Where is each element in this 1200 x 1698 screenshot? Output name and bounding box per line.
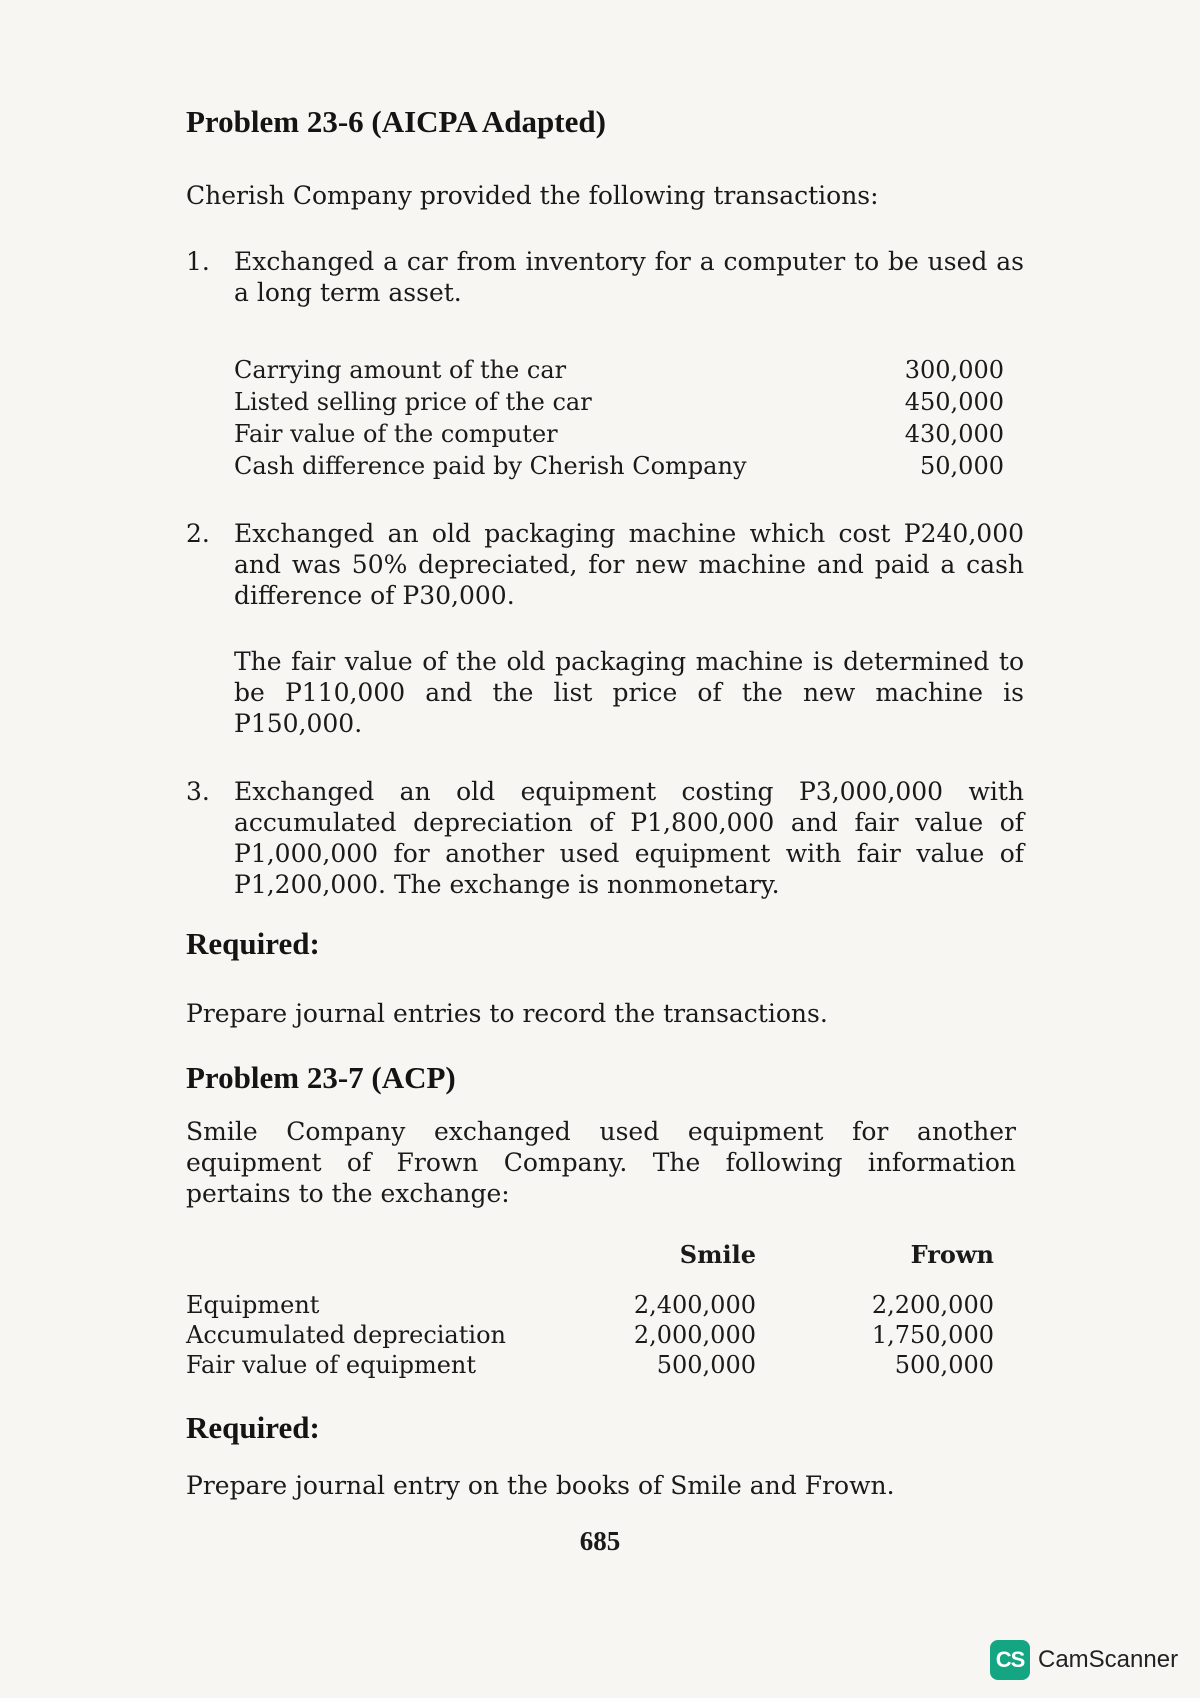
camscanner-logo-icon: CS — [990, 1640, 1030, 1680]
detail-row — [234, 354, 1004, 386]
item-2-number: 2. — [186, 519, 210, 548]
frown-value: 1,750,000 — [871, 1321, 994, 1349]
item-3-number: 3. — [186, 777, 210, 806]
smile-value: 500,000 — [656, 1351, 756, 1379]
detail-value: 430,000 — [904, 420, 1004, 448]
detail-label: Cash difference paid by Cherish Company — [234, 452, 747, 480]
detail-label: Carrying amount of the car — [234, 356, 567, 384]
smile-value: 2,000,000 — [633, 1321, 756, 1349]
frown-value: 2,200,000 — [871, 1291, 994, 1319]
detail-value: 50,000 — [920, 452, 1004, 480]
problem-23-6-required-text: Prepare journal entries to record the transactions. — [186, 999, 828, 1028]
detail-value: 300,000 — [904, 356, 1004, 384]
problem-23-6-heading: Problem 23-6 (AICPA Adapted) — [186, 104, 606, 139]
item-1-number: 1. — [186, 247, 210, 276]
item-1-text: Exchanged a car from inventory for a computer to be used as a long term asset. — [234, 247, 1024, 307]
problem-23-7-required-text: Prepare journal entry on the books of Smile and Frown. — [186, 1471, 895, 1500]
problem-23-7-heading: Problem 23-7 (ACP) — [186, 1060, 456, 1095]
camscanner-name: CamScanner — [1038, 1646, 1179, 1673]
smile-value: 2,400,000 — [633, 1291, 756, 1319]
detail-value: 450,000 — [904, 388, 1004, 416]
table-row — [186, 1350, 1006, 1380]
row-label: Fair value of equipment — [186, 1351, 477, 1379]
item-3-text: Exchanged an old equipment costing P3,000,000 with accumulated depreciation of P1,800,000 and fair value of P1,000,000 for another used equipment with fair value of P1,200,000. The exchange is nonmonetary. — [234, 777, 1024, 899]
detail-label: Listed selling price of the car — [234, 388, 592, 416]
detail-row — [234, 450, 1004, 482]
table-row — [186, 1290, 1006, 1320]
problem-23-6-required-label: Required: — [186, 926, 320, 961]
item-2-text: Exchanged an old packaging machine which cost P240,000 and was 50% depreciated, for new machine and paid a cash difference of P30,000. — [234, 519, 1024, 610]
table-row — [186, 1320, 1006, 1350]
problem-23-7-intro: Smile Company exchanged used equipment for another equipment of Frown Company. The following information pertains to the exchange: — [186, 1117, 1016, 1208]
detail-label: Fair value of the computer — [234, 420, 558, 448]
column-header-frown: Frown — [910, 1240, 994, 1269]
detail-row — [234, 418, 1004, 450]
detail-row — [234, 386, 1004, 418]
row-label: Equipment — [186, 1291, 320, 1319]
frown-value: 500,000 — [894, 1351, 994, 1379]
camscanner-watermark — [990, 1640, 1178, 1680]
row-label: Accumulated depreciation — [186, 1321, 506, 1349]
problem-23-6-intro: Cherish Company provided the following transactions: — [186, 181, 879, 210]
column-header-smile: Smile — [679, 1240, 756, 1269]
page-number: 685 — [579, 1526, 621, 1556]
item-2-note: The fair value of the old packaging machine is determined to be P110,000 and the list price of the new machine is P150,000. — [234, 647, 1024, 738]
comparison-table-header — [186, 1240, 1006, 1270]
problem-23-7-required-label: Required: — [186, 1410, 320, 1445]
